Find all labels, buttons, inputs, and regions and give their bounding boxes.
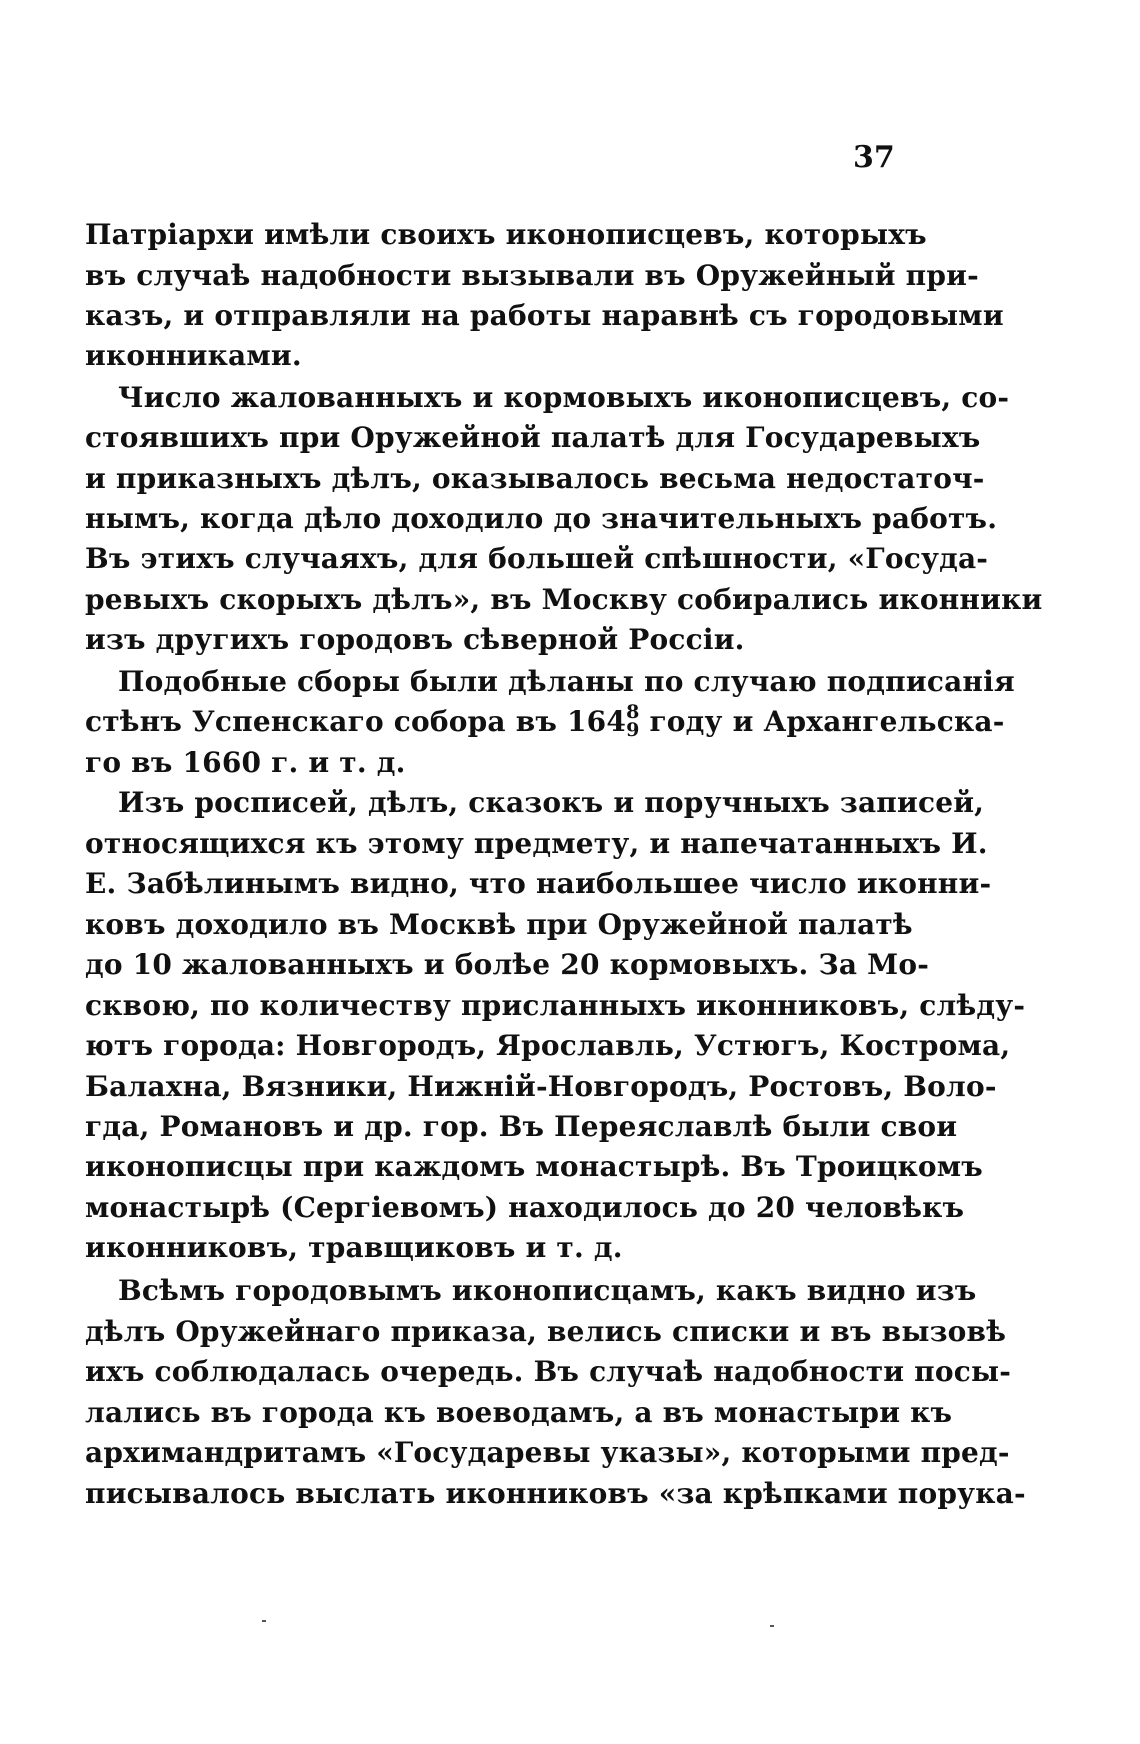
text-line-with-fraction [85,700,1005,744]
text-line: иконниковъ, травщиковъ и т. д. [85,1231,623,1264]
text-line: иконниками. [85,339,302,372]
line-segment: году и Архангельска- [649,705,1005,738]
scan-speck [770,1625,774,1627]
text-line: ихъ соблюдалась очередь. Въ случаѣ надобности посы- [85,1355,1012,1388]
text-line: го въ 1660 г. и т. д. [85,746,406,779]
text-line: сквою, по количеству присланныхъ иконниковъ, слѣду- [85,989,1026,1022]
text-line: иконописцы при каждомъ монастырѣ. Въ Троицкомъ [85,1150,983,1183]
text-line: Патріархи имѣли своихъ иконописцевъ, которыхъ [85,218,927,251]
text-line: Изъ росписей, дѣлъ, сказокъ и поручныхъ записей, [118,786,985,819]
text-line: Въ этихъ случаяхъ, для большей спѣшности, «Госуда- [85,542,989,575]
scan-speck [262,1620,266,1622]
text-line: Подобные сборы были дѣланы по случаю подписанія [118,665,1015,698]
text-line: гда, Романовъ и др. гор. Въ Переяславлѣ были свои [85,1110,958,1143]
text-line: Е. Забѣлинымъ видно, что наибольшее число иконни- [85,867,992,900]
text-line: Балахна, Вязники, Нижній-Новгородъ, Ростовъ, Воло- [85,1070,997,1103]
page-number: 37 [853,140,895,175]
fraction [626,700,640,741]
text-line: стоявшихъ при Оружейной палатѣ для Государевыхъ [85,421,981,454]
text-line: ковъ доходило въ Москвѣ при Оружейной палатѣ [85,908,913,941]
line-segment: стѣнъ Успенскаго собора въ 164 [85,705,627,738]
text-line: Число жалованныхъ и кормовыхъ иконописцевъ, со- [118,381,1010,414]
text-line: относящихся къ этому предмету, и напечатанныхъ И. [85,827,988,860]
text-line: казъ, и отправляли на работы наравнѣ съ городовыми [85,299,1004,332]
text-line: архимандритамъ «Государевы указы», которыми пред- [85,1436,1010,1469]
text-line: Всѣмъ городовымъ иконописцамъ, какъ видно изъ [118,1274,977,1307]
text-line: монастырѣ (Сергіевомъ) находилось до 20 человѣкъ [85,1191,965,1224]
text-line: изъ другихъ городовъ сѣверной Россіи. [85,623,745,656]
text-line: ютъ города: Новгородъ, Ярославль, Устюгъ, Кострома, [85,1029,1011,1062]
text-line: дѣлъ Оружейнаго приказа, велись списки и въ вызовѣ [85,1315,1007,1348]
text-line: лались въ города къ воеводамъ, а въ монастыри къ [85,1396,953,1429]
text-line: до 10 жалованныхъ и болѣе 20 кормовыхъ. За Мо- [85,948,930,981]
text-line: въ случаѣ надобности вызывали въ Оружейный при- [85,259,979,292]
fraction-denominator: 9 [626,718,640,741]
text-line: и приказныхъ дѣлъ, оказывалось весьма недостаточ- [85,462,985,495]
text-line: писывалось выслать иконниковъ «за крѣпками порука- [85,1477,1026,1510]
text-line: нымъ, когда дѣло доходило до значительныхъ работъ. [85,502,998,535]
fraction-numerator: 8 [626,700,640,723]
text-line: ревыхъ скорыхъ дѣлъ», въ Москву собирались иконники [85,583,1043,616]
